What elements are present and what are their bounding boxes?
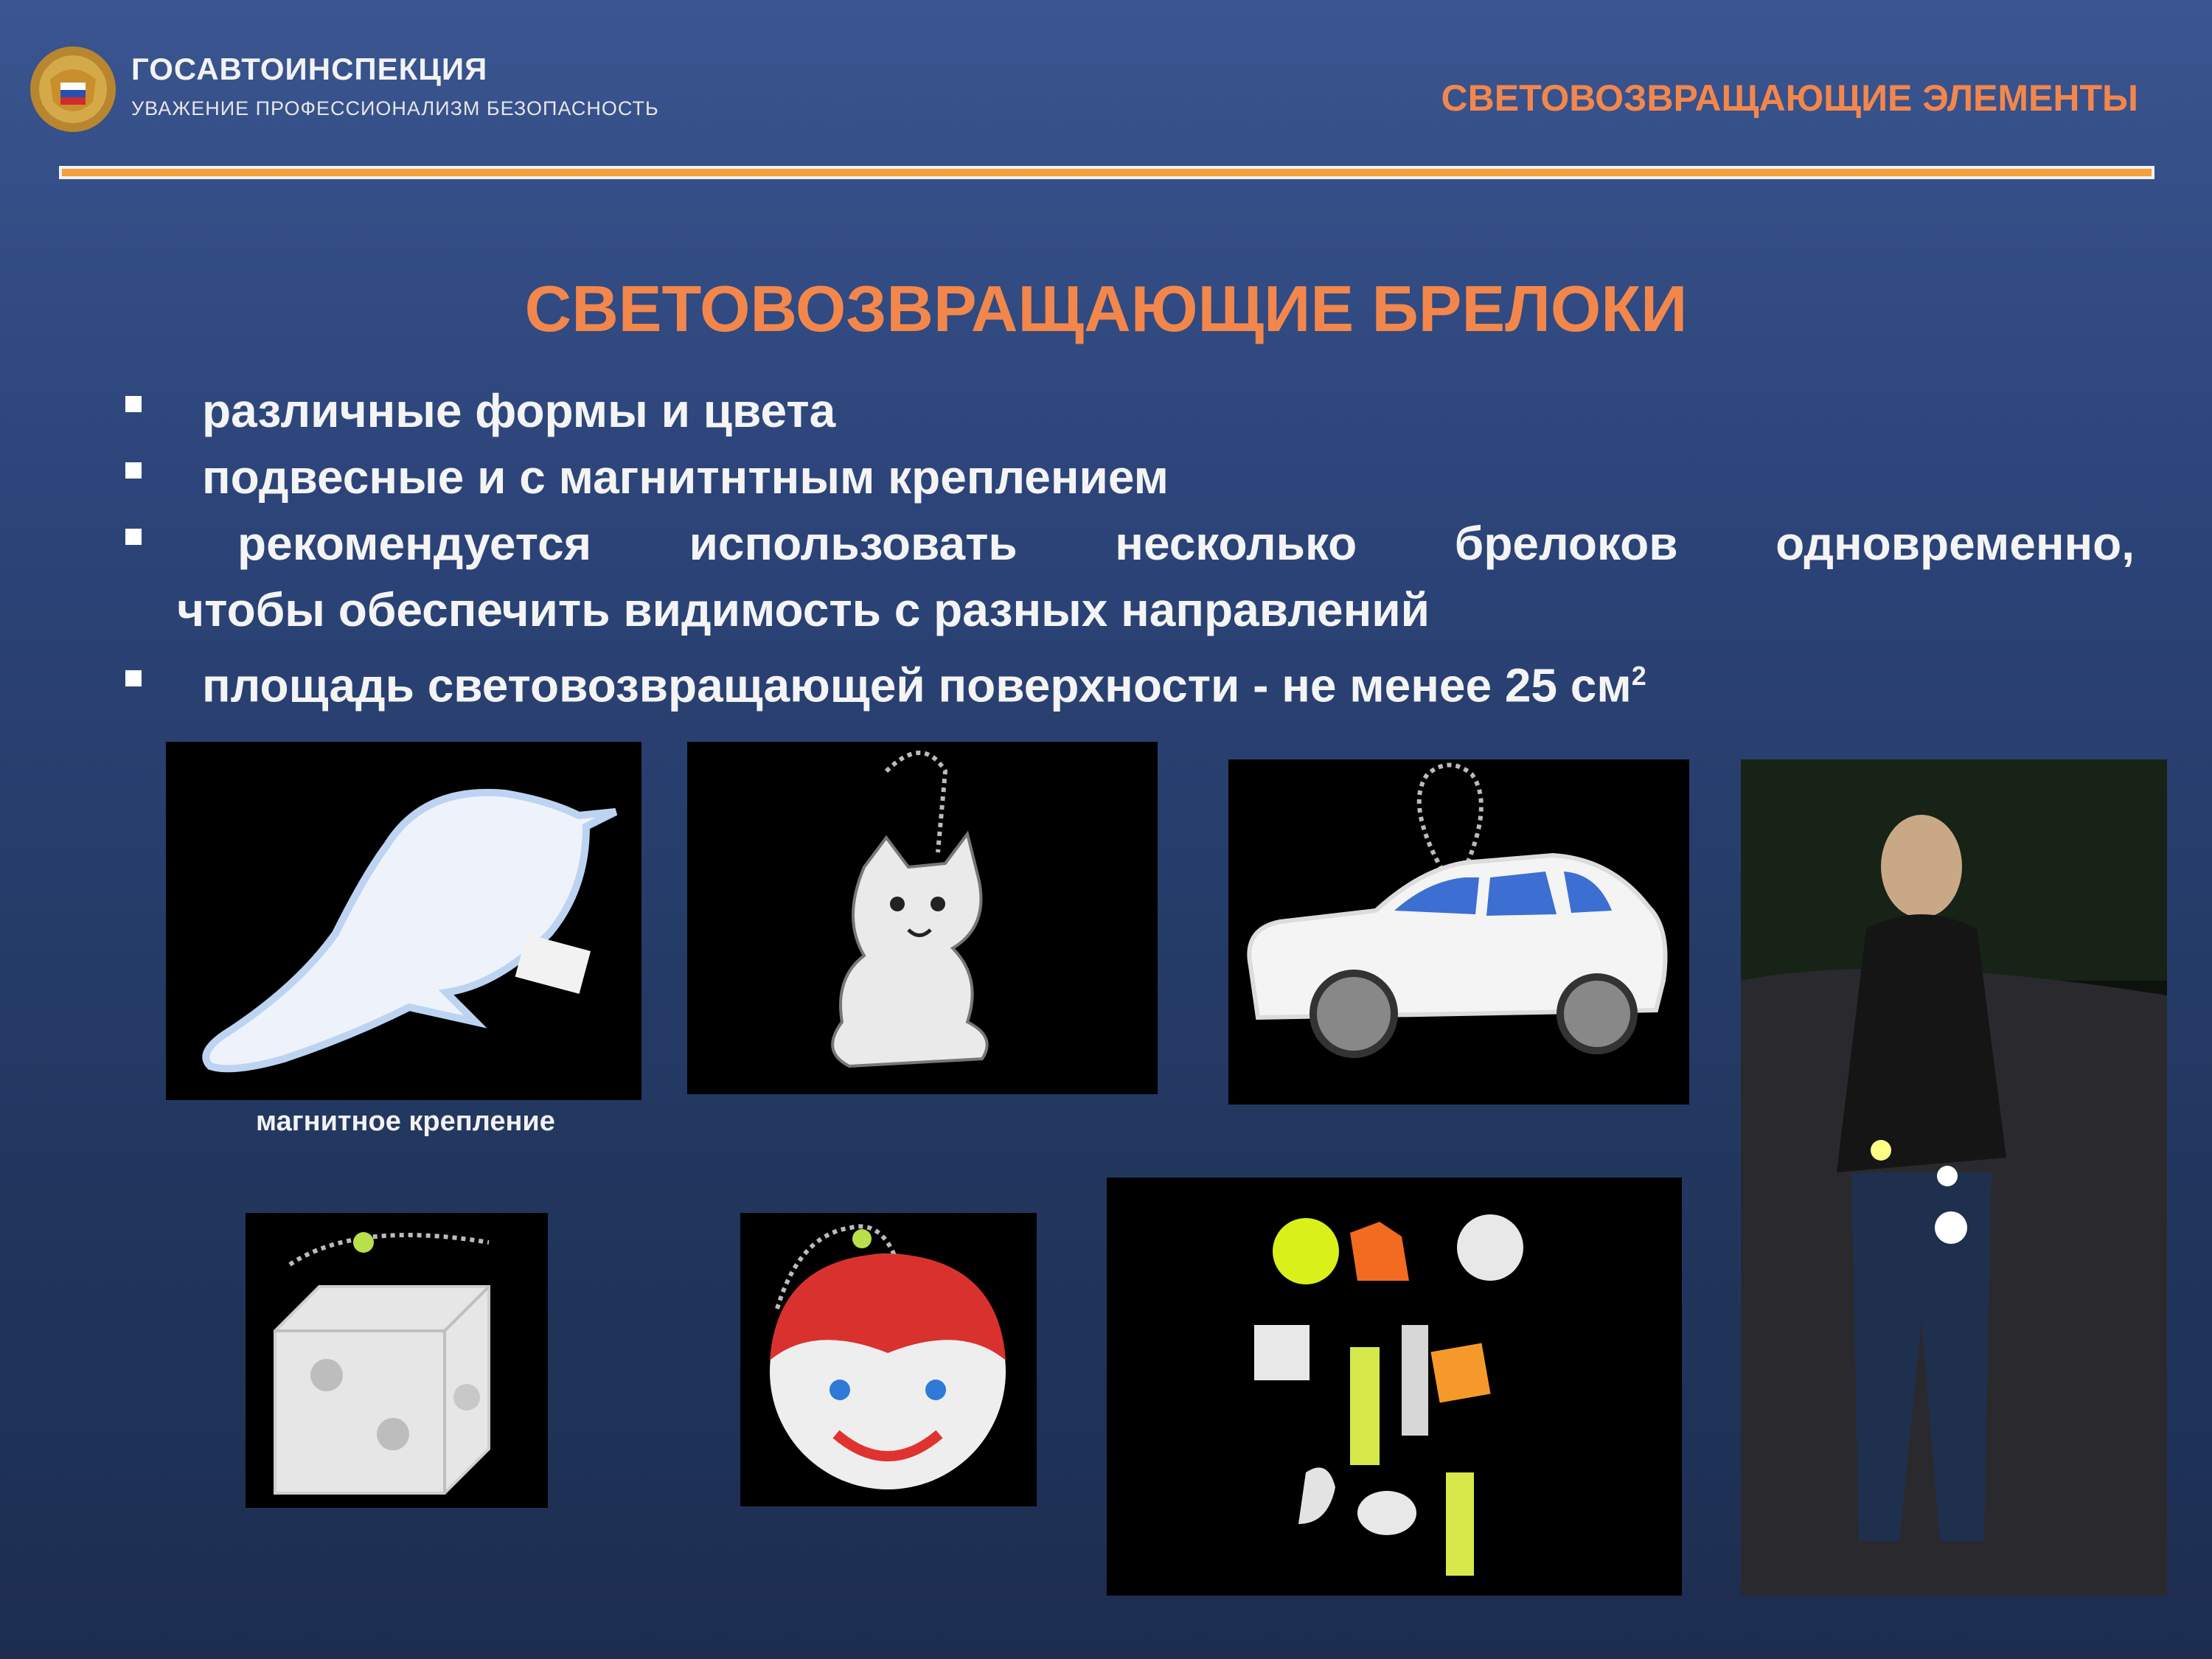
bullet-marker-icon — [125, 462, 142, 479]
bullet-text: подвесные и с магнитнтным креплением — [202, 451, 1169, 504]
cube-reflector-photo — [246, 1213, 548, 1508]
girl-night-photo — [1741, 759, 2167, 1596]
photo-caption: магнитное крепление — [256, 1106, 555, 1137]
org-motto: УВАЖЕНИЕ ПРОФЕССИОНАЛИЗМ БЕЗОПАСНОСТЬ — [131, 97, 659, 119]
bullet-marker-icon — [125, 670, 142, 686]
org-name: ГОСАВТОИНСПЕКЦИЯ — [131, 52, 488, 86]
bird-reflector-photo — [166, 742, 641, 1100]
bullet-text-continued: чтобы обеспечить видимость с разных направлений — [177, 583, 1430, 636]
bullet-text: различные формы и цвета — [202, 384, 836, 437]
superscript: 2 — [1631, 661, 1646, 691]
bullet-item — [125, 378, 2135, 444]
bullet-item — [125, 444, 2135, 510]
bullet-marker-icon — [125, 529, 142, 545]
bullet-item — [125, 510, 2135, 577]
reflectors-collection-photo — [1107, 1178, 1682, 1596]
section-title: СВЕТОВОЗВРАЩАЮЩИЕ ЭЛЕМЕНТЫ — [1441, 77, 2138, 119]
cat-reflector-photo — [687, 742, 1158, 1094]
bullet-marker-icon — [125, 396, 142, 412]
bullet-text: площадь световозвращающей поверхности - не менее 25 см — [202, 658, 1632, 712]
bullet-text: рекомендуется использовать несколько брелоков одновременно, — [237, 517, 2135, 570]
face-reflector-photo — [740, 1213, 1037, 1506]
car-reflector-photo — [1228, 759, 1689, 1105]
header-divider — [59, 166, 2154, 179]
bullet-item — [125, 643, 2135, 718]
slide-title: СВЕТОВОЗВРАЩАЮЩИЕ БРЕЛОКИ — [524, 272, 1688, 345]
gibdd-emblem-icon — [28, 44, 118, 134]
